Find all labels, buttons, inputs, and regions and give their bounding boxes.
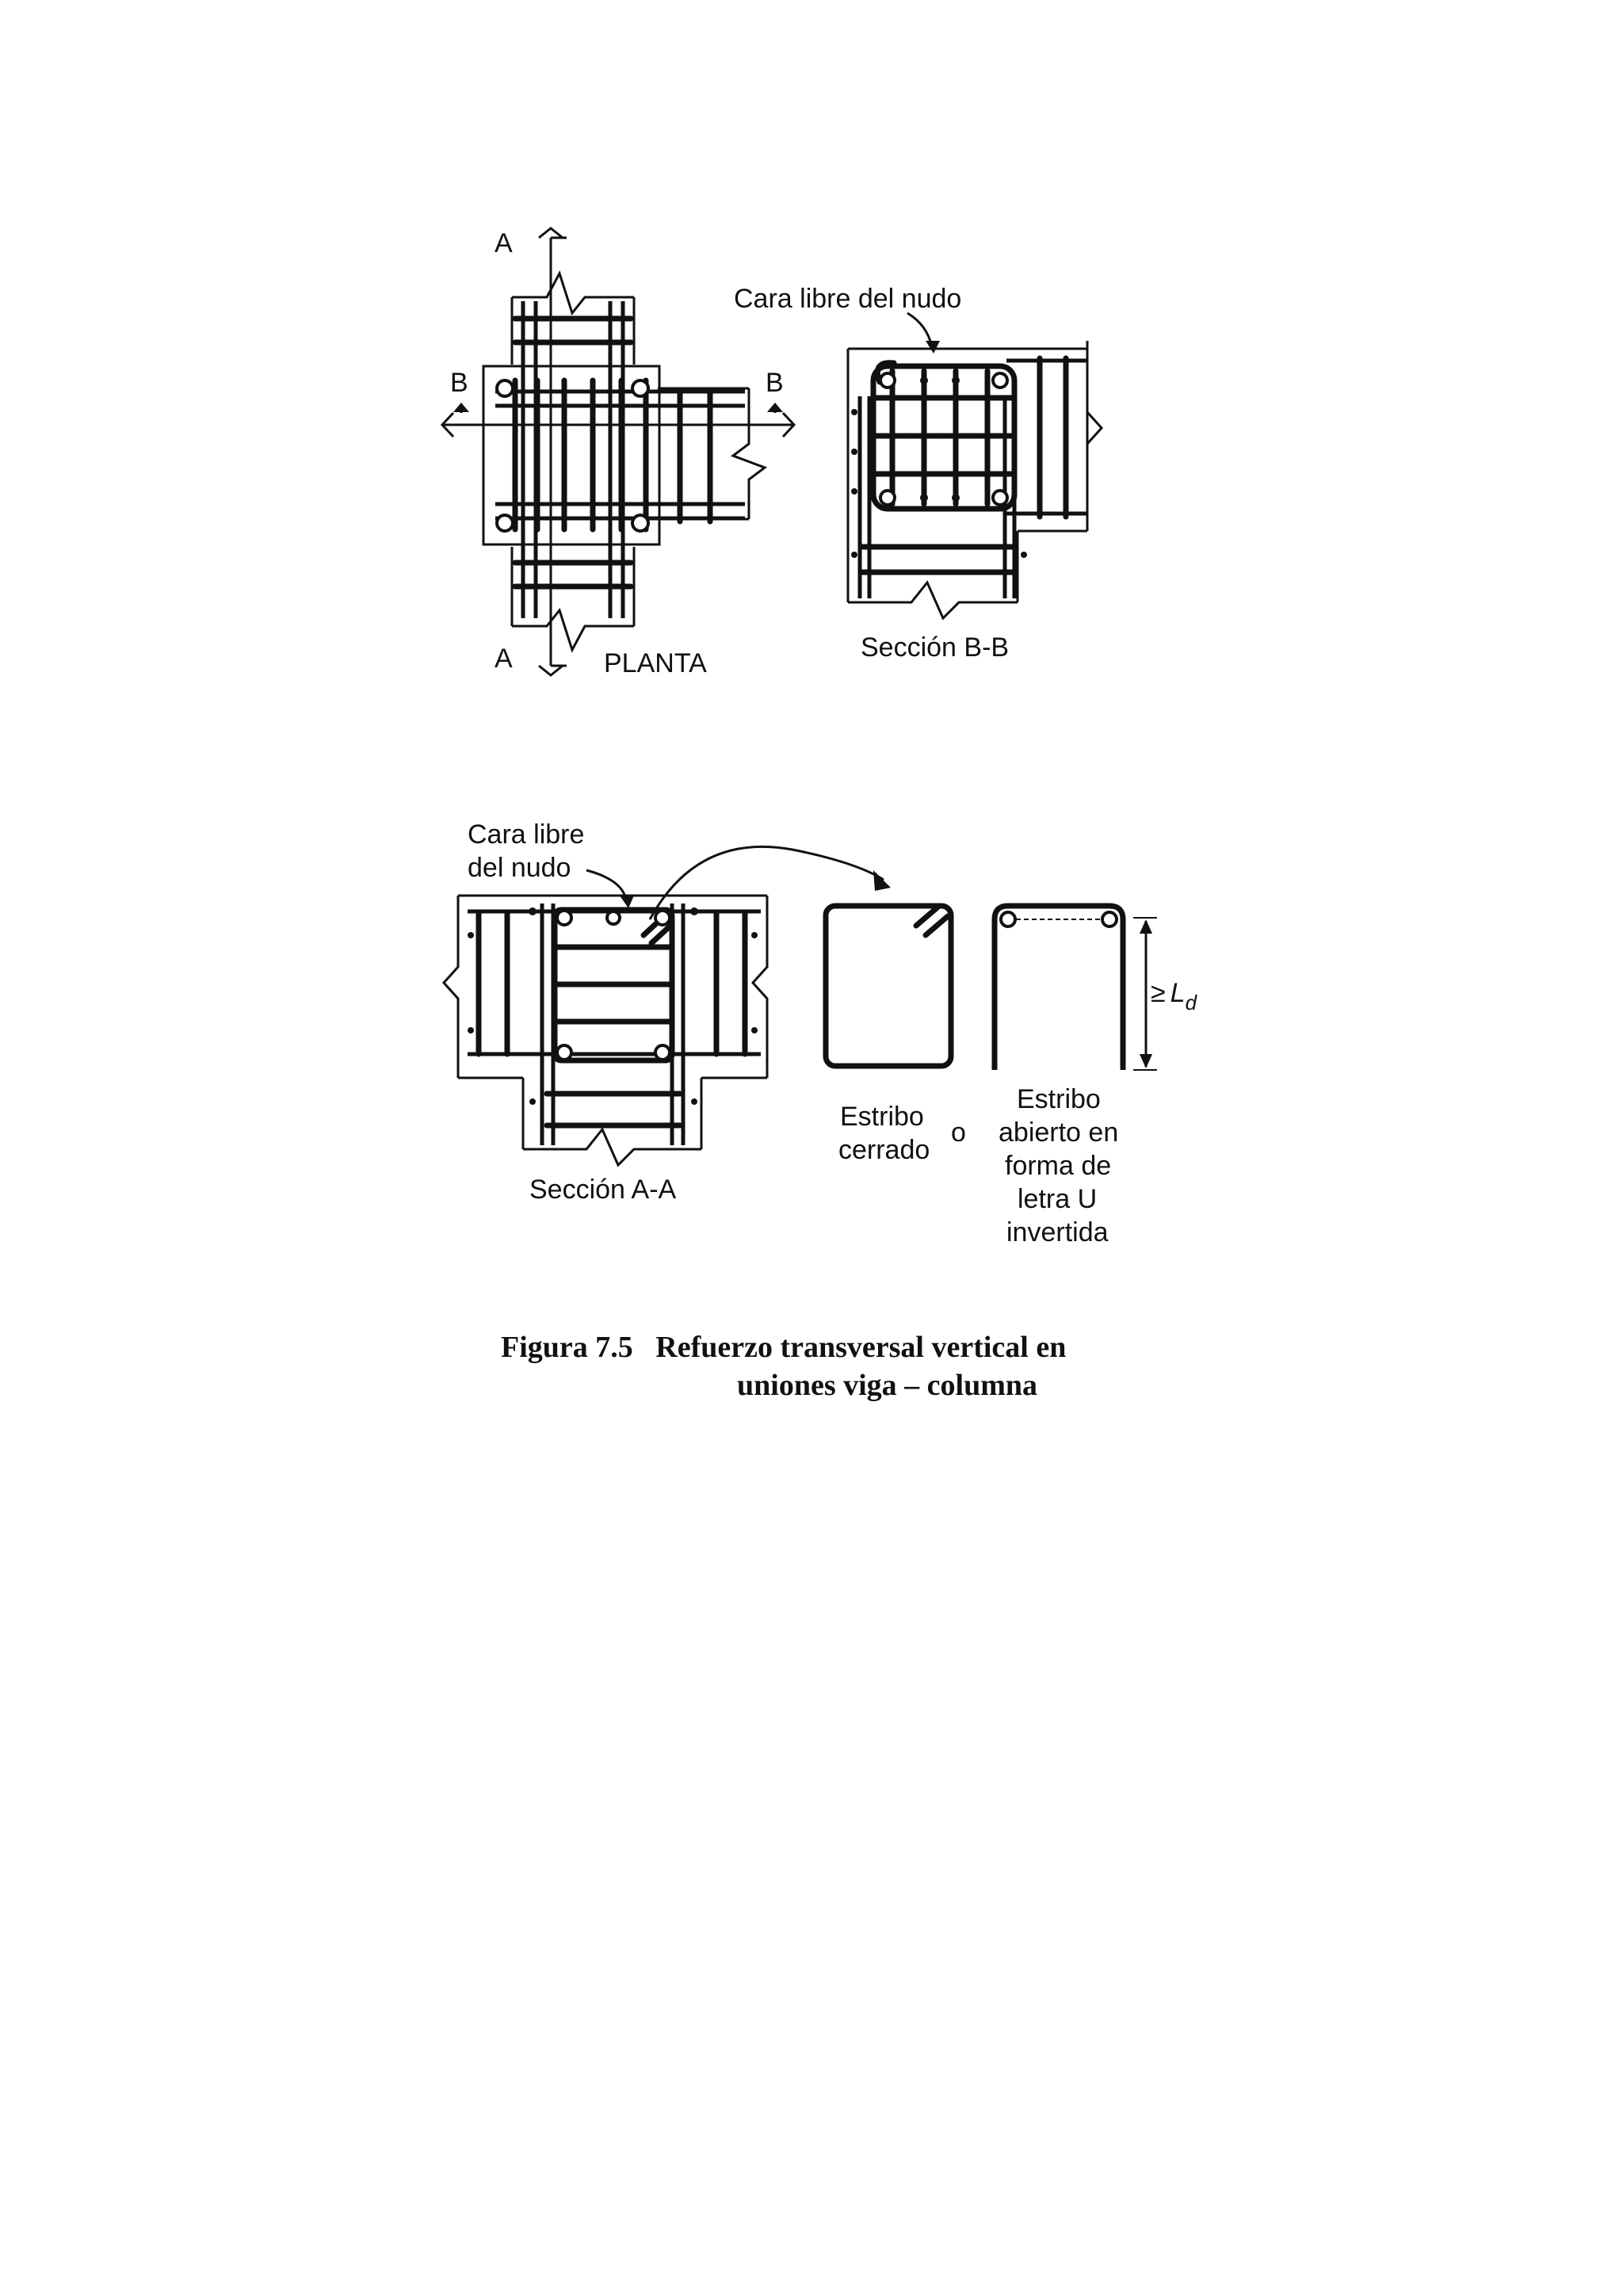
open-stirrup-label-line4: letra U: [1018, 1184, 1098, 1214]
open-stirrup-label-line5: invertida: [1006, 1217, 1109, 1247]
closed-stirrup-label-line1: Estribo: [840, 1102, 924, 1132]
open-stirrup-label-line1: Estribo: [1017, 1084, 1101, 1114]
section-aa-diagram: [444, 896, 767, 1165]
section-aa-callout-line2: del nudo: [468, 853, 571, 883]
open-u-stirrup-diagram: [995, 906, 1157, 1070]
closed-stirrup-label-line2: cerrado: [838, 1135, 930, 1165]
open-stirrup-label-line3: forma de: [1005, 1151, 1112, 1181]
cut-label-b-left: B: [450, 368, 468, 398]
dimension-label: ≥ $L_d$: [1151, 978, 1197, 1014]
section-aa-title: Sección A-A: [529, 1175, 677, 1205]
planta-title: PLANTA: [604, 648, 707, 678]
figure-caption-line1: Figura 7.5 Refuerzo transversal vertical en: [501, 1331, 1067, 1364]
section-bb-callout: Cara libre del nudo: [734, 284, 962, 314]
section-bb-diagram: [848, 341, 1102, 618]
open-stirrup-label-line2: abierto en: [999, 1117, 1119, 1148]
section-bb-title: Sección B-B: [861, 632, 1010, 663]
connector-o: o: [951, 1117, 966, 1148]
cut-label-a-bottom: A: [495, 644, 513, 674]
cut-label-a-top: A: [495, 228, 513, 258]
cut-label-b-right: B: [766, 368, 784, 398]
closed-stirrup-diagram: [826, 906, 951, 1066]
section-aa-callout-line1: Cara libre: [468, 819, 585, 850]
figure-caption-line2: uniones viga – columna: [737, 1369, 1038, 1402]
